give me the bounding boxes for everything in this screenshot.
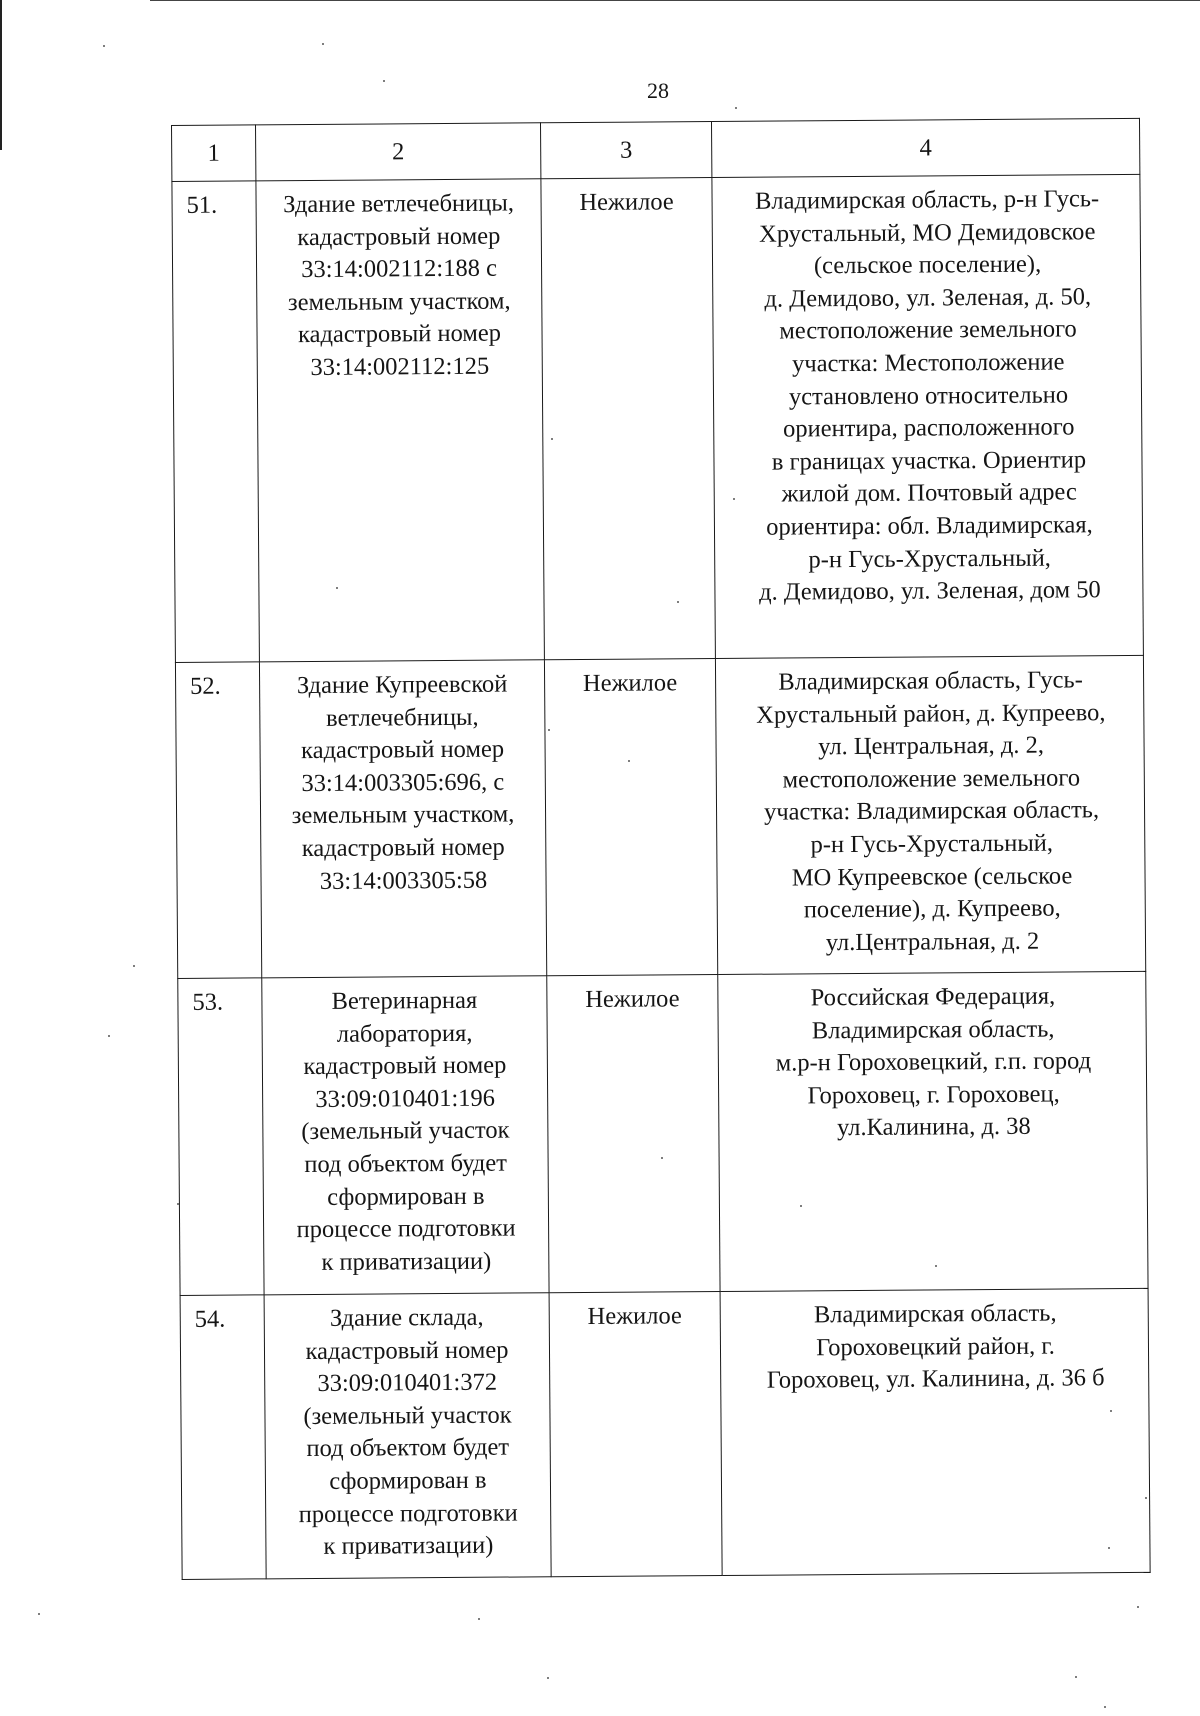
scan-speck xyxy=(336,587,338,589)
row-number: 53. xyxy=(178,978,264,1296)
object-name-cell: Здание ветлечебницы, кадастровый номер 33:14:002112:188 с земельным участком, кадастровый номер 33:14:002112:125 xyxy=(256,179,545,662)
object-name-cell: Здание склада, кадастровый номер 33:09:010401:372 (земельный участок под объектом будет сформирован в процессе подготовки к приватизации) xyxy=(264,1293,551,1579)
column-header: 2 xyxy=(256,123,541,181)
scan-speck xyxy=(935,1265,937,1267)
scan-speck xyxy=(322,43,324,45)
table-row xyxy=(172,174,1143,662)
scan-edge xyxy=(0,0,2,150)
scan-speck xyxy=(628,760,630,762)
column-header: 4 xyxy=(711,118,1139,177)
object-type-cell: Нежилое xyxy=(541,178,716,660)
address-cell: Владимирская область, р-н Гусь- Хрустальный, МО Демидовское (сельское поселение), д. Демидово, ул. Зеленая, д. 50, местоположение земельного участка: Местоположение установлено относительно ориентира, расположенного в границах участка. Ориентир жилой дом. Почтовый адрес ориентира: обл. Владимирская, р-н Гусь-Хрустальный, д. Демидово, ул. Зеленая, дом 50 xyxy=(712,174,1144,658)
row-number: 54. xyxy=(180,1295,266,1580)
scan-speck xyxy=(547,1677,549,1679)
address-cell: Владимирская область, Гороховецкий район, г. Гороховец, ул. Калинина, д. 36 б xyxy=(720,1288,1150,1575)
scan-speck xyxy=(103,45,105,47)
column-header: 1 xyxy=(172,125,256,182)
object-name-cell: Ветеринарная лаборатория, кадастровый номер 33:09:010401:196 (земельный участок под объектом будет сформирован в процессе подготовки к приватизации) xyxy=(262,976,549,1295)
scan-speck xyxy=(1145,1497,1147,1499)
table-row xyxy=(178,971,1148,1295)
scan-speck xyxy=(108,1035,110,1037)
row-number: 51. xyxy=(172,181,260,663)
object-type-cell: Нежилое xyxy=(544,659,717,976)
scan-speck xyxy=(661,1157,663,1159)
scan-speck xyxy=(177,1203,179,1205)
address-cell: Российская Федерация, Владимирская область, м.р-н Гороховецкий, г.п. город Гороховец, г. Гороховец, ул.Калинина, д. 38 xyxy=(718,971,1148,1291)
address-cell: Владимирская область, Гусь- Хрустальный район, д. Купреево, ул. Центральная, д. 2, местоположение земельного участка: Владимирская область, р-н Гусь-Хрустальный, МО Купреевское (сельское поселение), д. Купреево, ул.Центральная, д. 2 xyxy=(715,655,1145,974)
scan-speck xyxy=(800,1205,802,1207)
scan-speck xyxy=(1137,1606,1139,1608)
scan-speck xyxy=(733,498,735,500)
scan-speck xyxy=(677,601,679,603)
scan-speck xyxy=(38,1613,40,1615)
scan-speck xyxy=(1075,1676,1077,1678)
table-header-row xyxy=(172,118,1140,181)
property-table xyxy=(171,118,1151,1580)
table-row xyxy=(180,1288,1150,1579)
scan-speck xyxy=(735,107,737,109)
scan-speck xyxy=(1108,1547,1110,1549)
row-number: 52. xyxy=(175,662,261,979)
scan-edge xyxy=(150,0,1200,1)
object-type-cell: Нежилое xyxy=(549,1292,722,1577)
scan-speck xyxy=(551,438,553,440)
scan-speck xyxy=(133,965,135,967)
scan-speck xyxy=(1104,1706,1106,1708)
page-number: 28 xyxy=(647,78,669,103)
column-header: 3 xyxy=(540,122,711,179)
object-name-cell: Здание Купреевской ветлечебницы, кадастровый номер 33:14:003305:696, с земельным участком, кадастровый номер 33:14:003305:58 xyxy=(259,660,546,978)
scan-speck xyxy=(548,729,550,731)
scan-speck xyxy=(478,1618,480,1620)
table-row xyxy=(175,655,1145,978)
scan-speck xyxy=(383,80,385,82)
object-type-cell: Нежилое xyxy=(547,975,720,1293)
scan-speck xyxy=(1110,1410,1112,1412)
